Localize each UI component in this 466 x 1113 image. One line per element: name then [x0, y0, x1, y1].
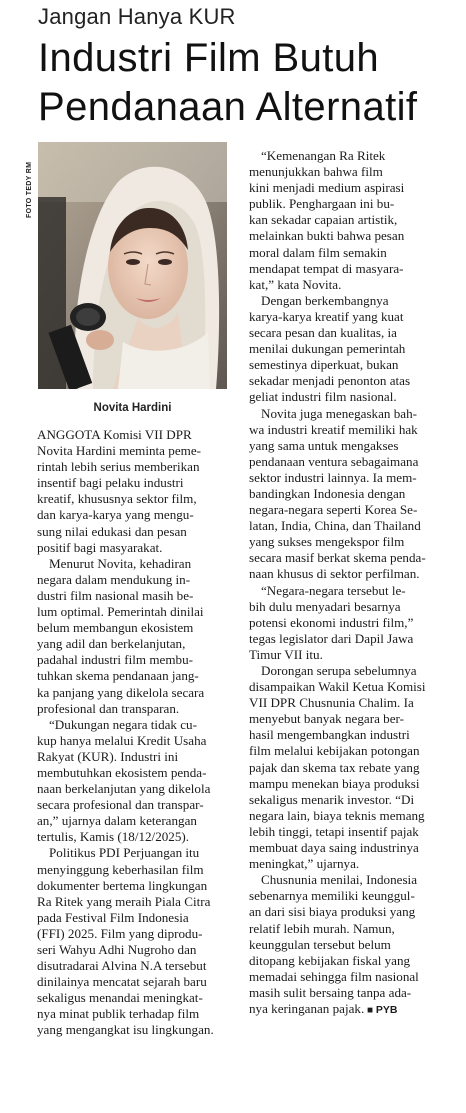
text-line-content: dinilainya mencatat sejarah baru: [37, 974, 207, 990]
text-line-content: seri Wahyu Adhi Nugroho dan: [37, 942, 197, 957]
text-line: [37, 717, 231, 733]
text-line-content: positif bagi masyarakat.: [37, 539, 163, 555]
text-line: [249, 647, 441, 663]
text-line-content: geliat industri film nasional.: [249, 389, 397, 405]
text-line: [249, 550, 441, 566]
text-line-content: nya minat publik terhadap film: [37, 1006, 200, 1022]
text-line: [37, 556, 231, 572]
text-line: [37, 974, 231, 990]
text-line-content: negara dalam mendukung in-: [37, 571, 191, 587]
text-line: [37, 926, 231, 942]
text-line: [249, 953, 441, 969]
text-line-content: rintah lebih serius memberikan: [37, 459, 200, 475]
text-line-content: pajak dan skema tax rebate yang: [249, 759, 420, 775]
text-line-content: secara pesan dan kualitas, ia: [249, 325, 397, 341]
text-line: [37, 572, 231, 588]
photo-credit: [26, 148, 36, 218]
text-line-content: wa industri kreatif memiliki hak: [249, 421, 418, 437]
text-line: [249, 228, 441, 244]
text-line-content: dan karya-karya yang mengu-: [37, 507, 194, 523]
text-line: [249, 486, 441, 502]
text-line: [37, 475, 231, 491]
text-line-content: Timur VII itu.: [249, 646, 323, 662]
text-line-content: dokumenter bertema lingkungan: [37, 877, 208, 893]
text-line: [249, 325, 441, 341]
text-line-content: sekaligus menarik investor. “Di: [249, 791, 415, 807]
headline-line: Industri Film Butuh: [38, 36, 380, 80]
text-line: [249, 518, 441, 534]
text-line-content: melainkan bukti bahwa pesan: [249, 228, 405, 244]
text-line: [37, 604, 231, 620]
text-line-content: keunggulan tersebut belum: [249, 936, 391, 952]
text-line: [37, 733, 231, 749]
text-line: [249, 422, 441, 438]
text-line-content: Dorongan serupa sebelumnya: [261, 663, 417, 678]
text-line-content: hasil mengembangkan industri: [249, 727, 410, 743]
text-line-content: sebenarnya memiliki keunggul-: [249, 888, 415, 904]
text-line-content: naan khusus di sektor perfilman.: [249, 566, 420, 582]
text-line-content: Ra Ritek yang meraih Piala Citra: [37, 893, 211, 909]
text-line-content: semestinya diperkuat, bukan: [249, 357, 399, 373]
text-line: [37, 829, 231, 845]
text-line: [249, 743, 441, 759]
text-line: [37, 958, 231, 974]
text-line-content: “Dukungan negara tidak cu-: [49, 716, 197, 732]
text-line: [249, 631, 441, 647]
text-line: [249, 245, 441, 261]
text-line: [37, 524, 231, 540]
text-line: [249, 566, 441, 582]
text-line: [249, 727, 441, 743]
text-line-content: film melalui kebijakan potongan: [249, 743, 420, 759]
text-line-content: pada Festival Film Indonesia: [37, 909, 189, 925]
text-line: [249, 470, 441, 486]
text-line: [37, 894, 231, 910]
text-line-content: tuhkan skema pendanaan jang-: [37, 668, 199, 684]
text-line: [37, 813, 231, 829]
text-line: [249, 663, 441, 679]
text-line: [37, 862, 231, 878]
article-headline: [38, 34, 466, 132]
text-line-content: yang mengangkat isu lingkungan.: [37, 1022, 214, 1038]
text-line: [37, 910, 231, 926]
text-line: [249, 341, 441, 357]
text-line-content: kat,” kata Novita.: [249, 276, 342, 292]
text-line: [249, 212, 441, 228]
text-line-content: latan, India, China, dan Thailand: [249, 518, 421, 534]
text-line: [249, 389, 441, 405]
text-line: [37, 765, 231, 781]
headline-line: Pendanaan Alternatif: [38, 85, 418, 129]
text-line-content: Politikus PDI Perjuangan itu: [49, 845, 200, 861]
text-line: [37, 781, 231, 797]
text-line-content: nya keringanan pajak.: [249, 1000, 365, 1016]
text-line-content: belum membangun ekosistem: [37, 620, 194, 636]
text-line-content: publik. Penghargaan ini bu-: [249, 196, 395, 212]
text-line-content: kini menjadi medium aspirasi: [249, 180, 405, 196]
text-line-content: mendapat tempat di masyara-: [249, 260, 404, 276]
text-line-content: membutuhkan ekosistem penda-: [37, 764, 207, 780]
text-line-content: relatif lebih murah. Namun,: [249, 920, 395, 936]
text-line-content: tertulis, Kamis (18/12/2025).: [37, 829, 190, 845]
text-line: [37, 749, 231, 765]
text-line-content: sektor industri lainnya. Ia mem-: [249, 469, 417, 485]
text-line: [37, 427, 231, 443]
photo-caption: Novita Hardini: [93, 402, 172, 414]
text-line-content: kreatif, khususnya sektor film,: [37, 491, 197, 507]
text-line-content: karya-karya kreatif yang kuat: [249, 308, 404, 324]
text-line-content: negara lain, biaya teknis memang: [249, 807, 425, 823]
article-column-left: [37, 427, 231, 1039]
text-line-content: menyebut banyak negara ber-: [249, 711, 404, 727]
text-line: [249, 534, 441, 550]
text-line: [37, 540, 231, 556]
text-line-content: Novita juga menegaskan bah-: [261, 405, 417, 421]
photo-credit-text: FOTO TEDY RM: [26, 161, 33, 218]
text-line-content: bandingkan Indonesia dengan: [249, 485, 406, 501]
text-line: [249, 679, 441, 695]
text-line: [249, 824, 441, 840]
text-line: [37, 701, 231, 717]
text-line: [249, 357, 441, 373]
text-line-content: secara masif berkat skema penda-: [249, 550, 426, 566]
text-line-content: bih dulu menyadari besarnya: [249, 598, 401, 614]
text-line: [37, 1006, 231, 1022]
text-line: [249, 1001, 441, 1017]
text-line-content: Chusnunia menilai, Indonesia: [261, 872, 418, 888]
end-mark-icon: ■: [364, 1004, 376, 1016]
text-line: [249, 711, 441, 727]
text-line-content: VII DPR Chusnunia Chalim. Ia: [249, 695, 414, 711]
text-line-content: Menurut Novita, kehadiran: [49, 555, 192, 571]
text-line: [37, 1022, 231, 1038]
text-line: [249, 309, 441, 325]
text-line: [37, 620, 231, 636]
text-line: [249, 985, 441, 1001]
text-line: [249, 406, 441, 422]
text-line: [249, 148, 441, 164]
text-line: [249, 164, 441, 180]
text-line-content: memadai sehingga film nasional: [249, 968, 419, 984]
text-line: [37, 668, 231, 684]
text-line: [249, 695, 441, 711]
text-line-content: dustri film nasional masih be-: [37, 587, 194, 603]
text-line: [249, 261, 441, 277]
text-line-content: (FFI) 2025. Film yang diprodu-: [37, 925, 203, 941]
text-line: [249, 583, 441, 599]
text-line-content: potensi ekonomi industri film,”: [249, 614, 414, 630]
text-line-content: menilai dukungan pemerintah: [249, 341, 406, 357]
text-line: [37, 491, 231, 507]
text-line-content: disutradarai Alvina N.A tersebut: [37, 958, 207, 974]
text-line: [249, 776, 441, 792]
text-line: [37, 685, 231, 701]
text-line-content: membuat daya saing industrinya: [249, 840, 419, 856]
article-column-right: [249, 148, 441, 1017]
text-line-content: tegas legislator dari Dapil Jawa: [249, 630, 414, 646]
text-line-content: mampu menekan biaya produksi: [249, 775, 420, 791]
text-line: [249, 438, 441, 454]
text-line-content: menunjukkan bahwa film: [249, 164, 383, 180]
text-line-content: yang adil dan berkelanjutan,: [37, 636, 186, 652]
text-line-content: secara profesional dan transpar-: [37, 797, 204, 813]
text-line: [249, 760, 441, 776]
article-kicker: Jangan Hanya KUR: [38, 4, 236, 29]
text-line-content: menyinggung keberhasilan film: [37, 861, 204, 877]
text-line-content: “Kemenangan Ra Ritek: [261, 148, 386, 163]
text-line: [249, 293, 441, 309]
text-line: [37, 797, 231, 813]
text-line-content: sekaligus menandai meningkat-: [37, 990, 203, 1006]
author-initials: PYB: [375, 1003, 398, 1016]
text-line-content: disampaikan Wakil Ketua Komisi: [249, 679, 426, 695]
text-line-content: kup hanya melalui Kredit Usaha: [37, 732, 207, 748]
text-line-content: “Negara-negara tersebut le-: [261, 582, 406, 598]
text-line: [37, 588, 231, 604]
text-line-content: moral dalam film semakin: [249, 244, 387, 260]
text-line: [37, 652, 231, 668]
portrait-illustration: [38, 142, 227, 389]
text-line-content: pendanaan ventura sebagaimana: [249, 453, 419, 469]
text-line: [249, 196, 441, 212]
text-line: [249, 904, 441, 920]
text-line: [249, 937, 441, 953]
text-line-content: yang sukses mengekspor film: [249, 534, 405, 550]
text-line: [37, 443, 231, 459]
text-line-content: ka panjang yang dikelola secara: [37, 684, 205, 700]
text-line: [37, 459, 231, 475]
text-line-content: ANGGOTA Komisi VII DPR: [37, 427, 192, 442]
text-line-content: Novita Hardini meminta peme-: [37, 443, 201, 459]
text-line: [37, 845, 231, 861]
text-line-content: lum optimal. Pemerintah dinilai: [37, 604, 204, 620]
text-line: [249, 872, 441, 888]
text-line: [249, 856, 441, 872]
text-line: [249, 599, 441, 615]
text-line: [249, 808, 441, 824]
text-line-content: sung nilai edukasi dan pesan: [37, 523, 187, 539]
text-line-content: lebih tinggi, tetapi insentif pajak: [249, 823, 419, 839]
text-line-content: Rakyat (KUR). Industri ini: [37, 748, 179, 764]
text-line: [249, 888, 441, 904]
text-line: [249, 180, 441, 196]
text-line-content: insentif bagi pelaku industri: [37, 475, 184, 491]
text-line-content: kan sekadar capaian artistik,: [249, 212, 398, 228]
text-line: [37, 636, 231, 652]
text-line-content: padahal industri film membu-: [37, 652, 193, 668]
text-line-content: an dari sisi biaya produksi yang: [249, 904, 416, 920]
text-line-content: negara-negara seperti Korea Se-: [249, 502, 418, 518]
text-line: [249, 373, 441, 389]
text-line: [249, 502, 441, 518]
text-line: [249, 792, 441, 808]
text-line: [37, 878, 231, 894]
text-line: [249, 969, 441, 985]
text-line-content: Dengan berkembangnya: [261, 292, 389, 308]
text-line-content: masih sulit bersaing tanpa ada-: [249, 984, 412, 1000]
text-line: [249, 840, 441, 856]
text-line-content: ditopang kebijakan fiskal yang: [249, 952, 411, 968]
article-photo: [38, 142, 227, 389]
text-line: [37, 942, 231, 958]
text-line: [37, 507, 231, 523]
text-line-content: yang sama untuk mengakses: [249, 437, 399, 453]
text-line-content: an,” ujarnya dalam keterangan: [37, 813, 197, 829]
text-line-content: sekadar menjadi penonton atas: [249, 373, 411, 389]
text-line-content: profesional dan transparan.: [37, 700, 180, 716]
text-line: [249, 615, 441, 631]
text-line: [249, 921, 441, 937]
text-line: [249, 277, 441, 293]
text-line: [37, 990, 231, 1006]
text-line-content: naan berkelanjutan yang dikelola: [37, 781, 211, 797]
text-line: [249, 454, 441, 470]
text-line-content: meningkat,” ujarnya.: [249, 856, 360, 872]
